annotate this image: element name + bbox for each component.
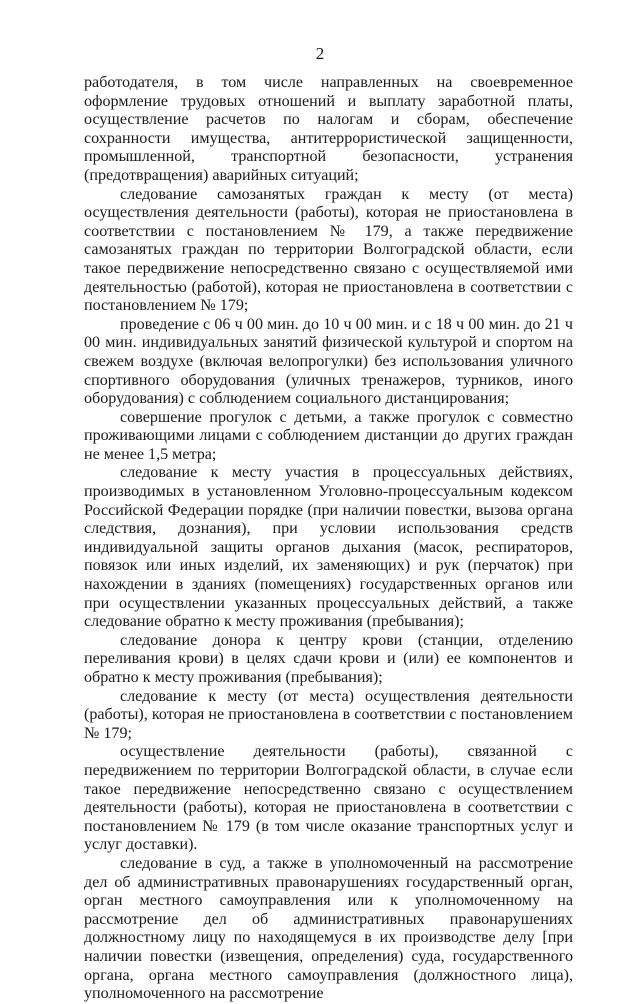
paragraph-8: осуществление деятельности (работы), связанной с передвижением по территории Волгоградской области, в случае если такое передвижение непосредственно связано с осуществлением деятельности (работы), которая не приостановлена в соответствии с постановлением № 179 (в том числе оказание транспортных услуг и услуг доставки). — [84, 743, 573, 854]
paragraph-4: совершение прогулок с детьми, а также прогулок с совместно проживающими лицами с соблюдением дистанции до других граждан не менее 1,5 метра; — [84, 408, 573, 463]
paragraph-7: следование к месту (от места) осуществления деятельности (работы), которая не приостановлена в соответствии с постановлением № 179; — [84, 687, 573, 742]
paragraph-5: следование к месту участия в процессуальных действиях, производимых в установленном Уголовно-процессуальным кодексом Российской Федерации порядке (при наличии повестки, вызова органа следствия, дознания), при условии использования средств индивидуальной защиты органов дыхания (масок, респираторов, повязок или иных изделий, их заменяющих) и рук (перчаток) при нахождении в зданиях (помещениях) государственных органов или при осуществлении указанных процессуальных действий, а также следование обратно к месту проживания (пребывания); — [84, 464, 573, 631]
paragraph-2: следование самозанятых граждан к месту (от места) осуществления деятельности (работы), которая не приостановлена в соответствии с постановлением № 179, а также передвижение самозанятых граждан по территории Волгоградской области, если такое передвижение непосредственно связано с осуществляемой ими деятельностью (работой), которая не приостановлена в соответствии с постановлением № 179; — [84, 185, 573, 315]
paragraph-1: работодателя, в том числе направленных на своевременное оформление трудовых отношений и выплату заработной платы, осуществление расчетов по налогам и сборам, обеспечение сохранности имущества, антитеррористической защищенности, промышленной, транспортной безопасности, устранения (предотвращения) аварийных ситуаций; — [84, 74, 573, 184]
paragraph-9: следование в суд, а также в уполномоченный на рассмотрение дел об административных правонарушениях государственный орган, орган местного самоуправления или к уполномоченному на рассмотрение дел об административных правонарушениях должностному лицу по находящемуся в их производстве делу [при наличии повестки (извещения, определения) суда, государственного органа, органа местного самоуправления (должностного лица), уполномоченного на рассмотрение — [84, 854, 573, 1003]
paragraph-3: проведение с 06 ч 00 мин. до 10 ч 00 мин. и с 18 ч 00 мин. до 21 ч 00 мин. индивидуальных занятий физической культурой и спортом на свежем воздухе (включая велопрогулки) без использования уличного спортивного оборудования (уличных тренажеров, турников, иного оборудования) с соблюдением социального дистанцирования; — [84, 315, 573, 408]
document-body — [84, 74, 573, 1004]
page-number: 2 — [315, 44, 325, 63]
paragraph-6: следование донора к центру крови (станции, отделению переливания крови) в целях сдачи крови и (или) ее компонентов и обратно к месту проживания (пребывания); — [84, 631, 573, 686]
